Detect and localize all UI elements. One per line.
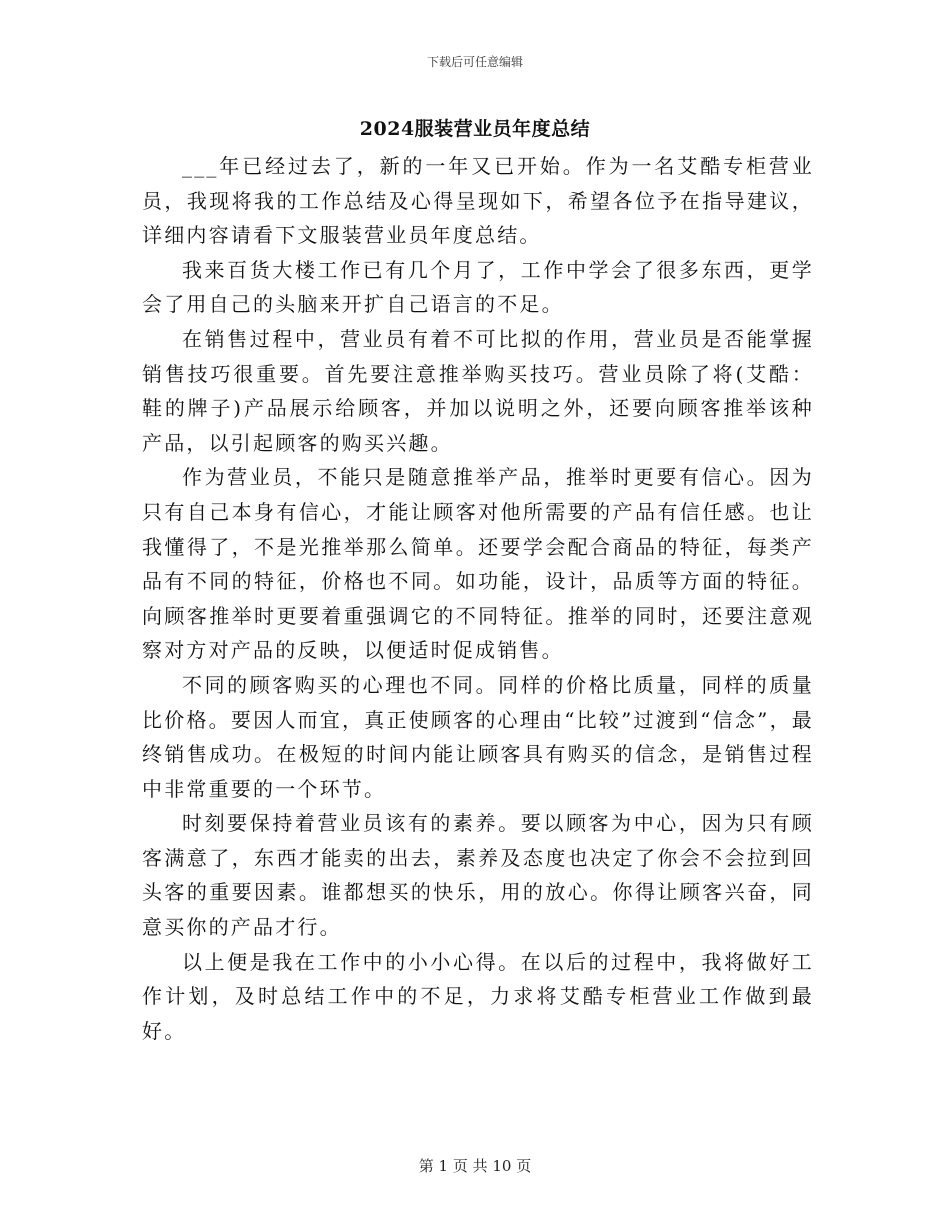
document-body xyxy=(142,149,814,1048)
paragraph-professionalism: 时刻要保持着营业员该有的素养。要以顾客为中心，因为只有顾客满意了，东西才能卖的出去，素养及态度也决定了你会不会拉到回头客的重要因素。谁都想买的快乐，用的放心。你得让顾客兴奋，同意买你的产品才行。 xyxy=(142,811,814,940)
paragraph-confidence: 作为营业员，不能只是随意推举产品，推举时更要有信心。因为只有自己本身有信心，才能让顾客对他所需要的产品有信任感。也让我懂得了，不是光推举那么简单。还要学会配合商品的特征，每类产品有不同的特征，价格也不同。如功能，设计，品质等方面的特征。向顾客推举时更要着重强调它的不同特征。推举的同时，还要注意观察对方对产品的反映，以便适时促成销售。 xyxy=(142,465,814,663)
paragraph-workplace: 我来百货大楼工作已有几个月了，工作中学会了很多东西，更学会了用自己的头脑来开扩自己语言的不足。 xyxy=(142,257,814,317)
paragraph-conclusion: 以上便是我在工作中的小小心得。在以后的过程中，我将做好工作计划，及时总结工作中的不足，力求将艾酷专柜营业工作做到最好。 xyxy=(142,949,814,1043)
header-note: 下载后可任意编辑 xyxy=(426,55,523,69)
paragraph-customer-psychology: 不同的顾客购买的心理也不同。同样的价格比质量，同样的质量比价格。要因人而宜，真正使顾客的心理由“比较”过渡到“信念”，最终销售成功。在极短的时间内能让顾客具有购买的信念，是销售过程中非常重要的一个环节。 xyxy=(142,672,814,801)
paragraph-sales-skills: 在销售过程中，营业员有着不可比拟的作用，营业员是否能掌握销售技巧很重要。首先要注意推举购买技巧。营业员除了将(艾酷：鞋的牌子)产品展示给顾客，并加以说明之外，还要向顾客推举该种产品，以引起顾客的购买兴趣。 xyxy=(142,326,814,455)
document-title: 2024服装营业员年度总结 xyxy=(359,118,591,140)
paragraph-intro: ___年已经过去了，新的一年又已开始。作为一名艾酷专柜营业员，我现将我的工作总结及心得呈现如下，希望各位予在指导建议，详细内容请看下文服装营业员年度总结。 xyxy=(142,154,814,248)
page-number: 第 1 页 共 10 页 xyxy=(418,1157,532,1175)
